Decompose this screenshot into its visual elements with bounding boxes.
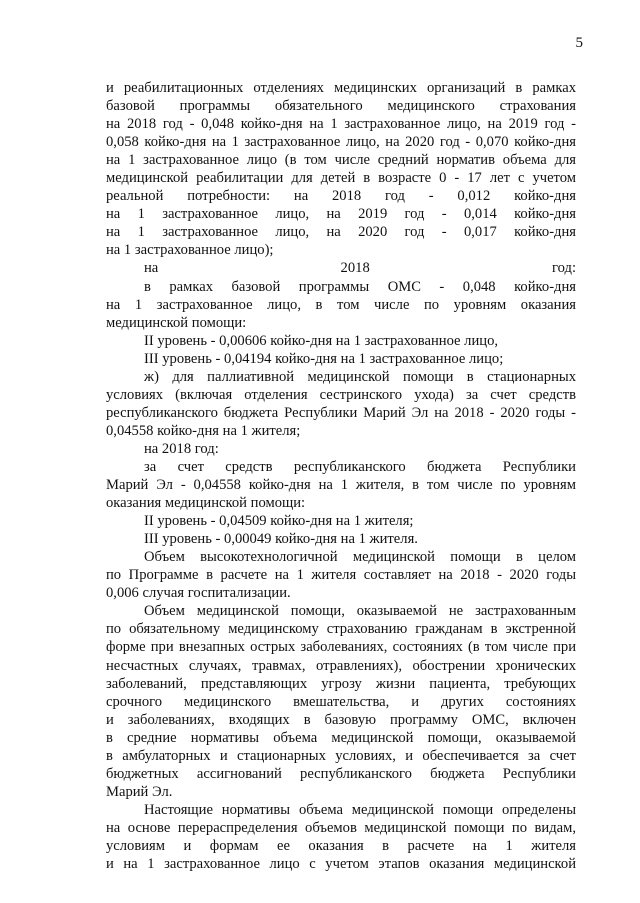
- text-line: II уровень - 0,04509 койко-дня на 1 жителя;: [144, 513, 414, 530]
- text-line: Объем высокотехнологичной медицинской помощи в целом: [144, 549, 576, 566]
- text-line: в средние нормативы объема медицинской помощи, оказываемой: [106, 729, 576, 746]
- text-line: реальной потребности: на 2018 год - 0,012 койко-дня: [106, 188, 576, 205]
- text-line: на 2018 год - 0,048 койко-дня на 1 застрахованное лицо, на 2019 год -: [106, 116, 576, 133]
- text-line: в амбулаторных и стационарных условиях, и обеспечивается за счет: [106, 747, 576, 764]
- text-line: на 1 застрахованное лицо);: [106, 242, 274, 259]
- text-line: Марий Эл - 0,04558 койко-дня на 1 жителя, в том числе по уровням: [106, 477, 576, 494]
- text-line: и реабилитационных отделениях медицинских организаций в рамках: [106, 80, 576, 96]
- text-line: на основе перераспределения объемов медицинской помощи по видам,: [106, 819, 576, 836]
- text-line: за счет средств республиканского бюджета Республики: [144, 458, 576, 475]
- text-line: по Программе в расчете на 1 жителя составляет на 2018 - 2020 годы: [106, 567, 576, 584]
- text-line: условиях (включая отделения сестринского ухода) за счет средств: [106, 386, 576, 403]
- text-line: и на 1 застрахованное лицо с учетом этапов оказания медицинской: [106, 856, 576, 873]
- body-text: [106, 79, 576, 873]
- text-line: на 1 застрахованное лицо, в том числе по уровням оказания: [106, 296, 576, 313]
- text-line: 0,04558 койко-дня на 1 жителя;: [106, 422, 301, 439]
- text-line: 0,006 случая госпитализации.: [106, 585, 291, 602]
- text-line: базовой программы обязательного медицинского страхования: [106, 98, 576, 115]
- text-line: срочного медицинского вмешательства, и других состояниях: [106, 693, 576, 710]
- text-line: 0,058 койко-дня на 1 застрахованное лицо, на 2020 год - 0,070 койко-дня: [106, 134, 576, 151]
- text-line: на 2018 год:: [144, 260, 576, 277]
- text-line: Объем медицинской помощи, оказываемой не застрахованным: [144, 603, 576, 620]
- text-line: на 2018 год:: [144, 440, 219, 457]
- text-line: оказания медицинской помощи:: [106, 495, 306, 512]
- text-line: Марий Эл.: [106, 783, 173, 800]
- text-line: несчастных случаях, травмах, отравлениях), обострении хронических: [106, 657, 576, 674]
- text-line: ж) для паллиативной медицинской помощи в стационарных: [144, 368, 576, 385]
- text-line: медицинской помощи:: [106, 314, 247, 331]
- page-number: 5: [575, 35, 583, 51]
- text-line: бюджетных ассигнований республиканского бюджета Республики: [106, 765, 576, 782]
- text-line: республиканского бюджета Республики Марий Эл на 2018 - 2020 годы -: [106, 404, 576, 421]
- text-line: III уровень - 0,00049 койко-дня на 1 жителя.: [144, 531, 418, 548]
- text-line: III уровень - 0,04194 койко-дня на 1 застрахованное лицо;: [144, 350, 504, 367]
- text-line: и заболеваниях, входящих в базовую программу ОМС, включен: [106, 711, 576, 728]
- text-line: на 1 застрахованное лицо (в том числе средний норматив объема для: [106, 152, 576, 169]
- text-line: II уровень - 0,00606 койко-дня на 1 застрахованное лицо,: [144, 332, 499, 349]
- text-line: форме при внезапных острых заболеваниях, состояниях (в том числе при: [106, 639, 576, 656]
- text-line: по обязательному медицинскому страхованию гражданам в экстренной: [106, 621, 576, 638]
- text-line: на 1 застрахованное лицо, на 2019 год - 0,014 койко-дня: [106, 206, 576, 223]
- text-line: медицинской реабилитации для детей в возрасте 0 - 17 лет с учетом: [106, 170, 576, 187]
- text-line: в рамках базовой программы ОМС - 0,048 койко-дня: [144, 278, 576, 295]
- text-line: на 1 застрахованное лицо, на 2020 год - 0,017 койко-дня: [106, 224, 576, 241]
- text-line: заболеваний, представляющих угрозу жизни пациента, требующих: [106, 675, 576, 692]
- text-line: условиям и формам ее оказания в расчете на 1 жителя: [106, 837, 576, 854]
- text-line: Настоящие нормативы объема медицинской помощи определены: [144, 801, 576, 818]
